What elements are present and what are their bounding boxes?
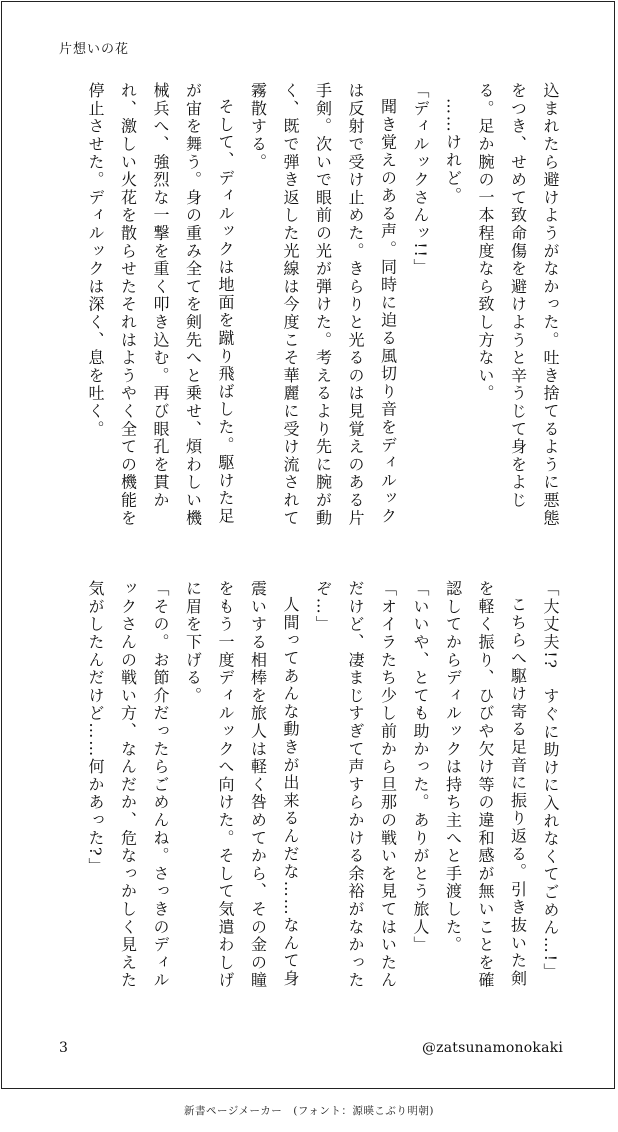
dialogue-line: 「ディルックさんッ!!」 [411,82,430,277]
dialogue-line: 「オイラたち少し前から旦那の戦いを見てはいたんだけど、凄まじすぎて声すらかける余裕がなかったぞ…」 [313,580,398,990]
paragraph: ……けれど。 [443,98,463,205]
dialogue-line: 「大丈夫!? すぐに助けに入れなくてごめん…!」 [541,580,560,981]
page-number: 3 [59,1040,68,1056]
paragraph: そして、ディルックは地面を蹴り飛ばした。駆けた足が宙を舞う。身の重み全てを剣先へと乗せ、煩わしい機械兵へ、強烈な一撃を重く叩き込む。再び眼孔を貫かれ、激しい火花を散らせたそれはようやく全ての機能を停止させた。ディルックは深く、息を吐く。 [86,82,235,527]
paragraph: こちらへ駆け寄る足音に振り返る。引き抜いた剣を軽く振り、ひびや欠け等の違和感が無いことを確認してからディルックは持ち主へと手渡した。 [443,580,528,990]
generator-credit: 新書ページメーカー (フォント：源暎こぶり明朝) [184,1105,434,1117]
text-column-lower [79,580,567,1000]
author-handle: @zatsunamonokaki [421,1040,563,1056]
text-column-upper [79,82,567,532]
book-page [1,1,615,1089]
dialogue-line: 「その。お節介だったらごめんね。さっきのディルックさんの戦い方、なんだか、危なっかしく見えた気がしたんだけど……何かあった?」 [86,580,170,990]
paragraph: 聞き覚えのある声。同時に迫る風切り音をディルックは反射で受け止めた。きらりと光るのは見覚えのある片手剣。次いで眼前の光が弾けた。考えるより先に腕が動く、既で弾き返した光線は今度こそ華麗に受け流されて霧散する。 [248,82,398,527]
dialogue-line: 「いいや、とても助かった。ありがとう旅人」 [411,580,430,954]
running-title: 片想いの花 [59,42,130,57]
paragraph: 込まれたら避けようがなかった。吐き捨てるように悪態をつき、せめて致命傷を避けようと辛うじて身をよじる。足か腕の一本程度なら致し方ない。 [476,82,560,527]
paragraph: 人間ってあんな動きが出来るんだな……なんて身震いする相棒を旅人は軽く咎めてから、その金の瞳をもう一度ディルックへ向けた。そして気遣わしげに眉を下げる。 [183,580,300,990]
